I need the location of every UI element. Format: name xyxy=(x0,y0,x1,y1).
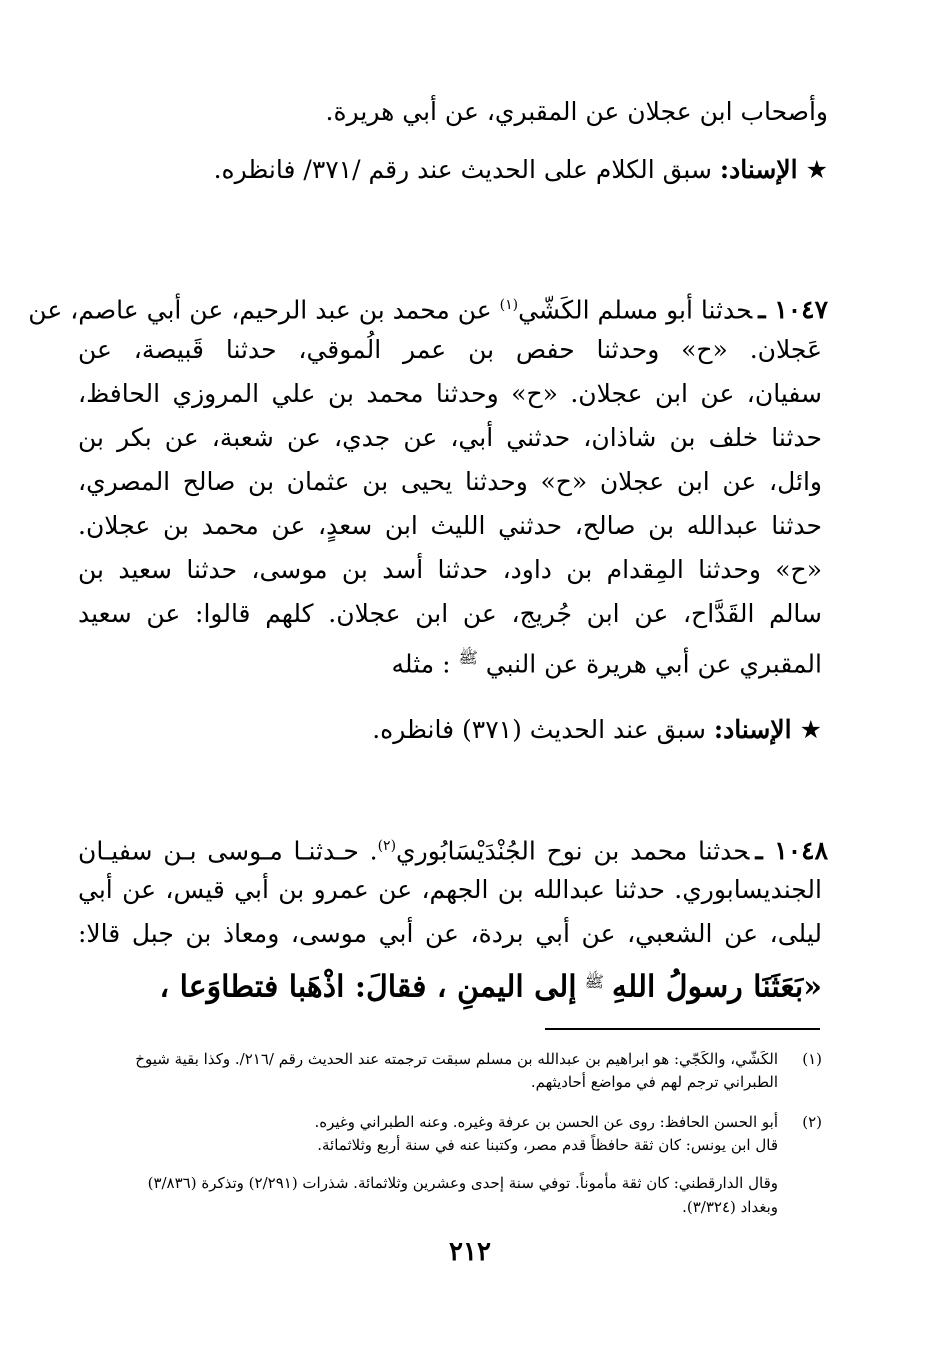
footnote-text: وبغداد (٣/٣٢٤). xyxy=(682,1198,778,1216)
footnote-text: أبو الحسن الحافظ: روى عن الحسن بن عرفة وغيره. وعنه الطبراني وغيره. xyxy=(314,1113,778,1131)
hadith-1047-line-5 xyxy=(78,462,822,502)
hadith-1048-line-3 xyxy=(78,914,822,954)
star-icon: ★ xyxy=(799,715,822,744)
hadith-text: . حـدثنـا مـوسى بـن سفيـان xyxy=(78,836,378,866)
hadith-text: : مثله xyxy=(391,649,451,679)
footnote-number: (٢) xyxy=(802,1113,822,1131)
hadith-number: ١٠٤٧ ـ xyxy=(758,295,828,325)
footnote-text: الطبراني ترجم لهم في مواضع أحاديثهم. xyxy=(530,1073,778,1091)
hadith-1047-line-6 xyxy=(78,506,822,546)
hadith-1048-line-2 xyxy=(78,870,822,910)
isnad-label: الإسناد: xyxy=(713,715,792,744)
isnad-text: سبق عند الحديث (٣٧١) فانظره. xyxy=(372,715,706,744)
footnote-ref: (٢) xyxy=(377,838,397,854)
continuation-text: وأصحاب ابن عجلان عن المقبري، عن أبي هريرة. xyxy=(325,97,828,126)
hadith-text: سفيان، عن ابن عجلان. «ح» وحدثنا محمد بن علي المروزي الحافظ، xyxy=(78,379,822,408)
hadith-1047-line-9 xyxy=(392,638,822,684)
honorific-glyph: ﷺ xyxy=(584,972,604,991)
footnote-number: (١) xyxy=(802,1050,822,1068)
footnote-separator xyxy=(545,1028,820,1030)
star-icon: ★ xyxy=(805,155,828,184)
hadith-text: عَجلان. «ح» وحدثنا حفص بن عمر الُموقي، حدثنا قَبيصة، عن xyxy=(78,335,822,364)
page-number: ٢١٢ xyxy=(449,1237,491,1267)
hadith-text: ليلى، عن الشعبي، عن أبي بردة، عن أبي موسى، ومعاذ بن جبل قالا: xyxy=(78,919,822,948)
hadith-1047-line-3 xyxy=(78,374,822,414)
hadith-text: «ح» وحدثنا المِقدام بن داود، حدثنا أسد بن موسى، حدثنا سعيد بن xyxy=(78,555,822,584)
footnote-text: قال ابن يونس: كان ثقة حافظاً قدم مصر، وكتبنا عنه في سنة أربع وثلاثمائة. xyxy=(317,1136,778,1154)
footnote-text: وقال الدارقطني: كان ثقة مأموناً. توفي سنة إحدى وعشرين وثلاثمائة. شذرات (٢/٢٩١) وتذكرة (٣/٨٣٦) xyxy=(147,1174,778,1192)
hadith-text: حدثنا عبدالله بن صالح، حدثني الليث ابن سعدٍ، عن محمد بن عجلان. xyxy=(78,511,822,540)
hadith-text: وائل، عن ابن عجلان «ح» وحدثنا يحيى بن عثمان بن صالح المصري، xyxy=(78,467,822,496)
hadith-1047-line-4 xyxy=(78,418,822,458)
continuation-line xyxy=(326,92,828,132)
hadith-text: المقبري عن أبي هريرة عن النبي xyxy=(485,649,822,679)
hadith-1048-line-1 xyxy=(78,826,828,871)
hadith-1047-line-7 xyxy=(78,550,822,590)
isnad-note-top xyxy=(214,150,828,190)
hadith-1048-matn xyxy=(160,962,823,1008)
matn-text: «بَعَثَنَا رسولُ اللهِ xyxy=(611,969,822,1005)
isnad-label: الإسناد: xyxy=(719,155,798,184)
hadith-number: ١٠٤٨ ـ xyxy=(755,836,829,866)
isnad-text: سبق الكلام على الحديث عند رقم /٣٧١/ فانظره. xyxy=(213,155,712,184)
hadith-1047-line-2 xyxy=(78,330,822,370)
hadith-text: سالم القَدَّاح، عن ابن جُريج، عن ابن عجلان. كلهم قالوا: عن سعيد xyxy=(78,599,822,628)
isnad-note-1047 xyxy=(372,710,822,750)
hadith-lead: حدثنا أبو مسلم الكَشّي xyxy=(518,295,753,325)
hadith-1047-line-1 xyxy=(28,285,828,330)
hadith-text: الجنديسابوري. حدثنا عبدالله بن الجهم، عن عمرو بن أبي قيس، عن أبي xyxy=(78,875,822,904)
hadith-lead: حدثنا محمد بن نوح الجُنْدَيْسَابُوري xyxy=(396,836,750,866)
hadith-text: حدثنا خلف بن شاذان، حدثني أبي، عن جدي، عن شعبة، عن بكر بن xyxy=(78,423,822,452)
matn-text: إلى اليمنِ ، فقالَ: اذْهَبا فتطاوَعا ، xyxy=(159,969,577,1005)
hadith-1047-line-8 xyxy=(78,594,822,634)
honorific-glyph: ﷺ xyxy=(458,648,478,667)
footnote-text: الكَشّي، والكَجّي: هو ابراهيم بن عبدالله بن مسلم سبقت ترجمته عند الحديث رقم /٢١٦/. وكذا بقية شيوخ xyxy=(135,1050,778,1068)
footnote-ref: (١) xyxy=(499,297,519,313)
hadith-text: عن محمد بن عبد الرحيم، عن أبي عاصم، عن xyxy=(28,295,492,325)
